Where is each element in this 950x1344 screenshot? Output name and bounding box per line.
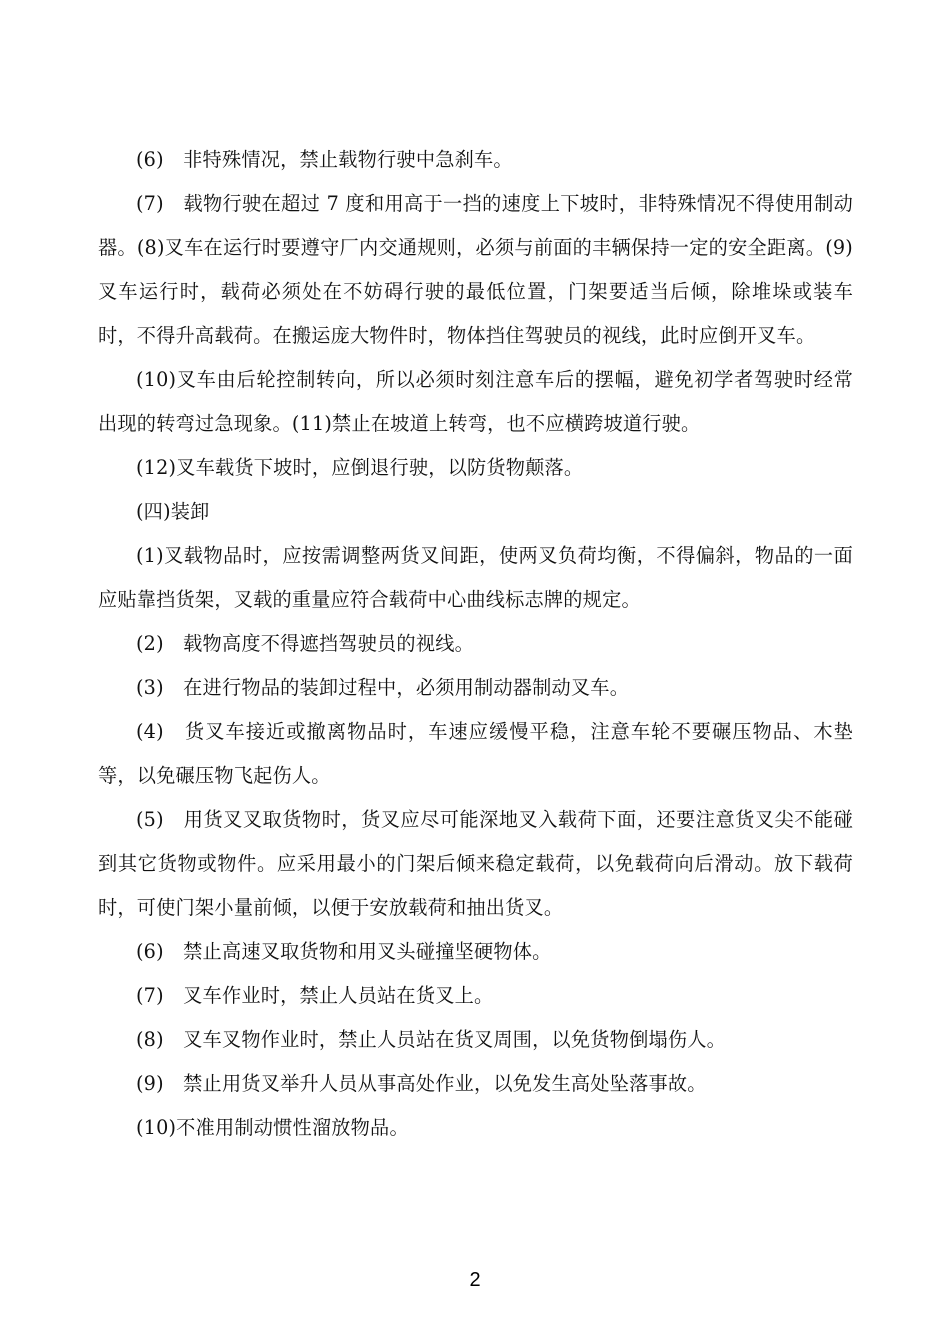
page-number: 2: [469, 1269, 481, 1291]
paragraph-8-no-standing-around-fork: (8) 叉车叉物作业时，禁止人员站在货叉周围，以免货物倒塌伤人。: [136, 1028, 727, 1051]
paragraph-10-steering: (10)叉车由后轮控制转向，所以必须时刻注意车后的摆幅，避免初学者驾驶时经常出现的转弯过急现象。(11)禁止在坡道上转弯，也不应横跨坡道行驶。: [98, 368, 853, 435]
section-heading-loading-unloading: (四)装卸: [136, 500, 210, 523]
paragraph-7-slope-driving: (7) 载物行驶在超过 7 度和用高于一挡的速度上下坡时，非特殊情况不得使用制动器。(8)叉车在运行时要遵守厂内交通规则，必须与前面的丰辆保持一定的安全距离。(9)叉车运行时，载荷必须处在不妨碍行驶的最低位置，门架要适当后倾，除堆垛或装车时，不得升高载荷。在搬运庞大物件时，物体挡住驾驶员的视线，此时应倒开叉车。: [98, 192, 853, 347]
paragraph-5-fork-insertion: (5) 用货叉叉取货物时，货叉应尽可能深地叉入载荷下面，还要注意货叉尖不能碰到其它货物或物件。应采用最小的门架后倾来稳定载荷，以免载荷向后滑动。放下载荷时，可使门架小量前倾，以便于安放载荷和抽出货叉。: [98, 808, 853, 919]
paragraph-3-brake-during-handling: (3) 在进行物品的装卸过程中，必须用制动器制动叉车。: [136, 676, 630, 699]
paragraph-7-no-standing-on-fork: (7) 叉车作业时，禁止人员站在货叉上。: [136, 984, 494, 1007]
paragraph-9-no-lifting-people: (9) 禁止用货叉举升人员从事高处作业，以免发生高处坠落事故。: [136, 1072, 707, 1095]
document-body: [98, 138, 853, 1150]
paragraph-1-fork-loading: (1)叉载物品时，应按需调整两货叉间距，使两叉负荷均衡，不得偏斜，物品的一面应贴靠挡货架，叉载的重量应符合载荷中心曲线标志牌的规定。: [98, 544, 853, 611]
paragraph-6-sudden-brake: (6) 非特殊情况，禁止载物行驶中急刹车。: [136, 148, 513, 171]
paragraph-10-no-inertia-release: (10)不准用制动惯性溜放物品。: [136, 1116, 409, 1139]
paragraph-2-load-height: (2) 载物高度不得遮挡驾驶员的视线。: [136, 632, 474, 655]
paragraph-6-high-speed-forking: (6) 禁止高速叉取货物和用叉头碰撞坚硬物体。: [136, 940, 552, 963]
paragraph-4-approach-speed: (4) 货叉车接近或撤离物品时，车速应缓慢平稳，注意车轮不要碾压物品、木垫等，以免碾压物飞起伤人。: [98, 720, 853, 787]
paragraph-12-downhill-loaded: (12)叉车载货下坡时，应倒退行驶，以防货物颠落。: [136, 456, 584, 479]
